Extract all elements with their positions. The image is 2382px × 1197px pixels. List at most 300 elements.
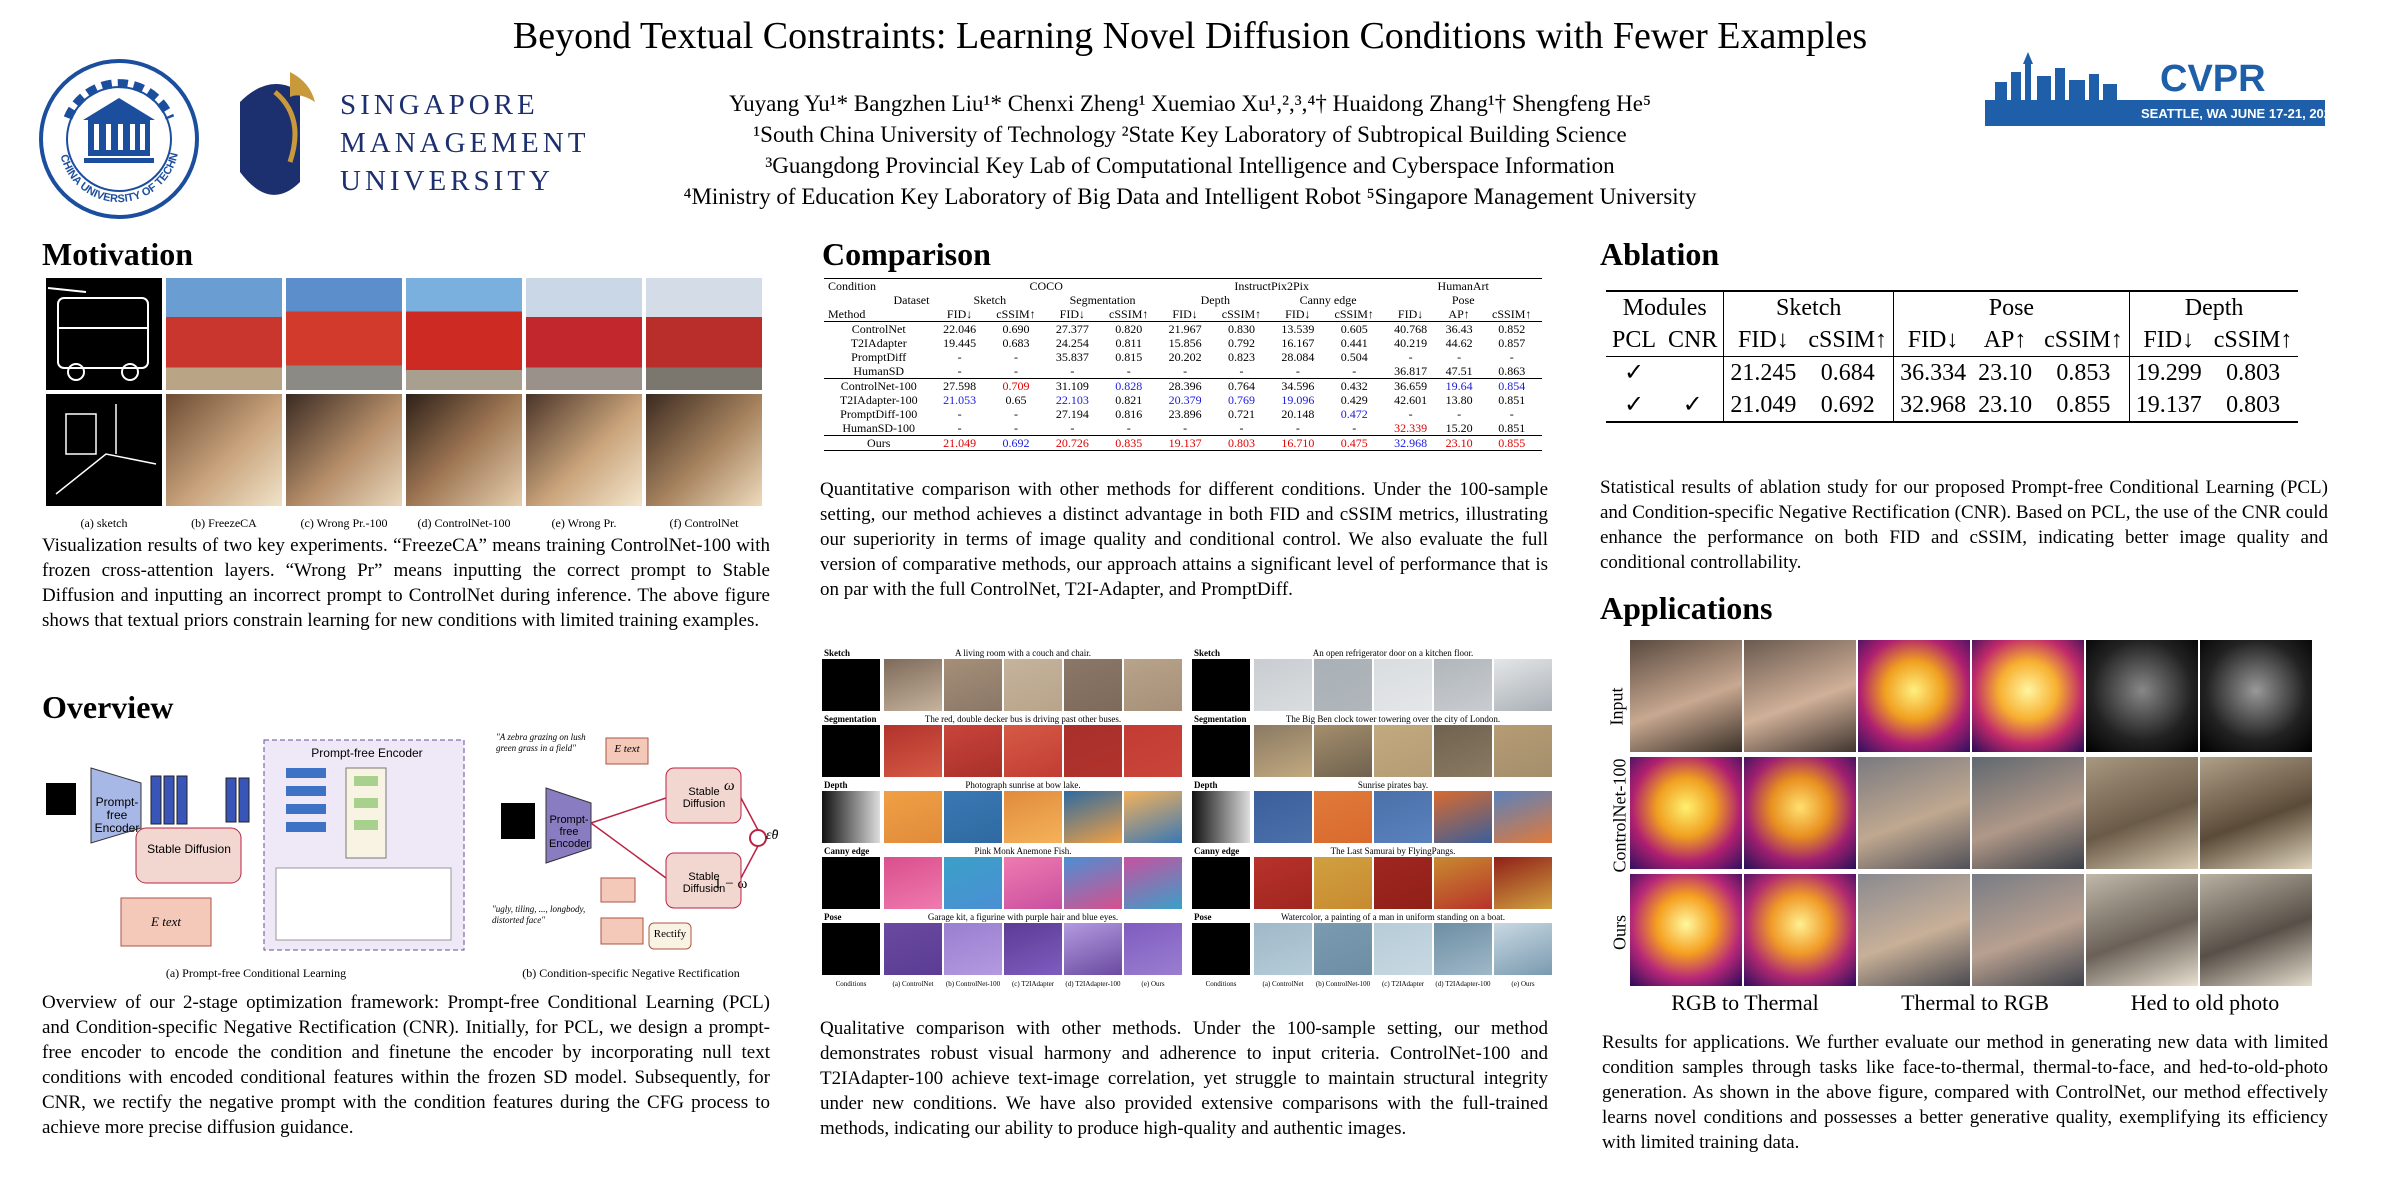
generated-image: [1494, 791, 1552, 843]
abl-check: [1662, 357, 1724, 390]
abl-sub: FID↓: [1724, 324, 1803, 357]
table-cell: 0.472: [1340, 407, 1368, 421]
condition-image: [1192, 857, 1250, 909]
table-cell: -: [1013, 421, 1018, 435]
app-caption-rgb2thermal: RGB to Thermal: [1671, 990, 1819, 1015]
generated-image: [884, 791, 942, 843]
grid-row-prompt: Pink Monk Anemone Fish.: [974, 846, 1072, 856]
metric-header: FID↓: [1397, 307, 1424, 321]
abl-cell: 0.803: [2226, 360, 2281, 386]
table-cell: -: [957, 407, 962, 421]
rectify-block: Rectify: [653, 928, 687, 940]
wrongpr100-bedroom-image: [286, 394, 402, 506]
abl-check: ✓: [1682, 392, 1703, 418]
table-cell: 20.726: [1055, 436, 1089, 450]
table-cell: 0.852: [1498, 322, 1526, 336]
metric-header: FID↓: [1059, 307, 1086, 321]
input-image: [2200, 640, 2312, 752]
cnr-encoder-block: Prompt-free Encoder: [549, 814, 590, 850]
generated-image: [1374, 923, 1432, 975]
grid-row-label: Pose: [824, 912, 842, 922]
controlnet100-output-image: [1744, 757, 1856, 869]
abl-sub: AP↑: [1983, 327, 2027, 353]
metric-header: cSSIM↑: [1492, 307, 1532, 321]
generated-image: [1124, 659, 1182, 711]
applications-figure: [1600, 640, 2320, 995]
table-cell: 0.504: [1340, 350, 1368, 364]
app-caption-thermal2rgb: Thermal to RGB: [1901, 990, 2049, 1015]
abl-depth-header: Depth: [2129, 291, 2298, 324]
applications-heading: Applications: [1600, 590, 1773, 626]
method-name: HumanSD: [853, 364, 905, 378]
generated-image: [1314, 791, 1372, 843]
table-cell: -: [1352, 421, 1357, 435]
controlnet100-bus-image: [406, 278, 522, 390]
corner-dataset: Dataset: [893, 293, 930, 307]
abl-sub: PCL: [1612, 327, 1657, 353]
generated-image: [1434, 725, 1492, 777]
generated-image: [1434, 923, 1492, 975]
table-row: [824, 350, 1542, 364]
table-cell: 22.046: [943, 322, 977, 336]
condition-image: [822, 725, 880, 777]
grid-row-prompt: Watercolor, a painting of a man in uniform standing on a boat.: [1280, 912, 1506, 922]
table-cell: 20.148: [1281, 407, 1315, 421]
grid-row-label: Depth: [1194, 780, 1218, 790]
generated-image: [1064, 725, 1122, 777]
condition-image: [1192, 791, 1250, 843]
stable-diffusion-block: Stable Diffusion: [147, 842, 231, 856]
table-cell: -: [957, 364, 962, 378]
generated-image: [1064, 857, 1122, 909]
abl-sketch-header: Sketch: [1724, 291, 1894, 324]
table-cell: -: [1352, 364, 1357, 378]
poster-title: Beyond Textual Constraints: Learning Novel Diffusion Conditions with Fewer Examples: [512, 15, 1868, 57]
controlnet100-output-image: [1630, 757, 1742, 869]
abl-check: ✓: [1623, 360, 1645, 386]
generated-image: [1004, 659, 1062, 711]
sub-pose: Pose: [1451, 293, 1475, 307]
table-cell: -: [1295, 364, 1300, 378]
table-cell: 16.710: [1281, 436, 1315, 450]
table-cell: 19.445: [943, 336, 977, 350]
table-cell: -: [957, 350, 962, 364]
eps-label: ε̂θ: [766, 828, 779, 843]
table-cell: 0.792: [1227, 336, 1255, 350]
table-cell: 31.109: [1055, 379, 1089, 393]
table-cell: 0.820: [1115, 322, 1143, 336]
generated-image: [1494, 923, 1552, 975]
qualitative-grid-right: [1192, 648, 1552, 1008]
table-cell: -: [1457, 407, 1462, 421]
method-name: ControlNet: [851, 322, 906, 336]
table-row: [824, 379, 1542, 394]
table-cell: 0.475: [1340, 436, 1368, 450]
ours-output-image: [1744, 874, 1856, 986]
cnr-sd-top: Stable Diffusion: [682, 786, 726, 810]
table-cell: 0.823: [1227, 350, 1255, 364]
author-block: [560, 88, 1820, 212]
app-caption-hed2photo: Hed to old photo: [2130, 990, 2280, 1015]
table-row: [824, 421, 1542, 436]
abl-pose-header: Pose: [1894, 291, 2130, 324]
affiliation-2: ³Guangdong Provincial Key Lab of Computational Intelligence and Cyberspace Information: [765, 153, 1615, 178]
sub-depth: Depth: [1200, 293, 1230, 307]
table-cell: 35.837: [1055, 350, 1089, 364]
generated-image: [1314, 725, 1372, 777]
affiliation-3: ⁴Ministry of Education Key Laboratory of Big Data and Intelligent Robot ⁵Singapore Management University: [683, 184, 1697, 209]
condition-image: [1192, 659, 1250, 711]
grid-row-prompt: The Last Samurai by FlyingPangs.: [1330, 846, 1456, 856]
generated-image: [884, 659, 942, 711]
grid-column-label: (e) Ours: [1511, 980, 1535, 988]
sub-canny: Canny edge: [1299, 293, 1357, 307]
grid-row-label: Sketch: [1194, 648, 1221, 658]
table-cell: 0.857: [1498, 336, 1526, 350]
generated-image: [1254, 923, 1312, 975]
table-cell: -: [957, 421, 962, 435]
grid-column-label: (e) Ours: [1141, 980, 1165, 988]
table-cell: -: [1239, 421, 1244, 435]
generated-image: [944, 923, 1002, 975]
group-ip2p: InstructPix2Pix: [1234, 279, 1310, 293]
table-cell: 19.137: [1168, 436, 1202, 450]
metric-header: FID↓: [1172, 307, 1198, 321]
controlnet-bedroom-image: [646, 394, 762, 506]
table-cell: 0.764: [1227, 379, 1255, 393]
generated-image: [1004, 791, 1062, 843]
generated-image: [1124, 725, 1182, 777]
abl-cell: 36.334: [1894, 357, 1973, 390]
table-cell: 19.64: [1445, 379, 1473, 393]
table-cell: 0.683: [1002, 336, 1030, 350]
comparison-heading: Comparison: [822, 236, 991, 272]
input-image: [1744, 640, 1856, 752]
generated-image: [944, 857, 1002, 909]
one-minus-omega-label: 1 − ω: [714, 876, 748, 892]
caption-f: (f) ControlNet: [669, 516, 739, 530]
comparison-text-qualitative: Qualitative comparison with other methods. Under the 100-sample setting, our method demonstrates robust visual harmony and adherence to input criteria. ControlNet-100 and T2IAdapter-100 achieve text-image correlation, yet struggle to maintain structural integrity under new conditions. We have also provided extensive comparisons with the full-trained methods, indicating our ability to produce high-quality and authentic images.: [820, 1018, 1548, 1139]
table-cell: 21.053: [943, 393, 977, 407]
grid-column-label: (c) T2IAdapter: [1011, 980, 1055, 988]
input-image: [2086, 640, 2198, 752]
generated-image: [1064, 659, 1122, 711]
generated-image: [884, 923, 942, 975]
table-row: [824, 364, 1542, 379]
controlnet100-output-image: [1858, 757, 1970, 869]
generated-image: [1254, 791, 1312, 843]
table-cell: 0.65: [1005, 393, 1027, 407]
table-cell: -: [1408, 407, 1413, 421]
ours-output-image: [1630, 874, 1742, 986]
generated-image: [1314, 923, 1372, 975]
table-row: [824, 407, 1542, 421]
table-cell: 0.690: [1002, 322, 1030, 336]
table-cell: 44.62: [1445, 336, 1473, 350]
generated-image: [1374, 725, 1432, 777]
generated-image: [884, 857, 942, 909]
applications-text: Results for applications. We further evaluate our method in generating new data with limited condition samples through tasks like face-to-thermal, thermal-to-face, and hed-to-old-photo generation. As shown in the above figure, compared with ControlNet, our method effectively learns novel conditions and possesses a better generative quality, exemplifying its efficiency with limited training data.: [1602, 1032, 2328, 1153]
generated-image: [1064, 923, 1122, 975]
wrongpr-bus-image: [526, 278, 642, 390]
table-cell: 15.20: [1445, 421, 1473, 435]
controlnet100-bedroom-image: [406, 394, 522, 506]
table-cell: 16.167: [1281, 336, 1315, 350]
table-cell: 21.967: [1168, 322, 1202, 336]
table-cell: 0.803: [1227, 436, 1255, 450]
motivation-text: Visualization results of two key experiments. “FreezeCA” means training ControlNet-100 with frozen cross-attention layers. “Wrong Pr” means inputting the correct prompt to Stable Diffusion and inputting an incorrect prompt to ControlNet during inference. The above figure shows that textual priors constrain learning for new conditions with limited training examples.: [42, 535, 770, 631]
controlnet100-output-image: [2200, 757, 2312, 869]
generated-image: [1374, 791, 1432, 843]
caption-d: (d) ControlNet-100: [417, 516, 511, 530]
generated-image: [1374, 857, 1432, 909]
table-cell: -: [1126, 364, 1131, 378]
table-cell: 0.821: [1115, 393, 1143, 407]
grid-row-prompt: Photograph sunrise at bow lake.: [965, 780, 1081, 790]
generated-image: [1434, 791, 1492, 843]
app-row-label-ours: Ours: [1609, 915, 1630, 950]
metric-header: AP↑: [1448, 307, 1470, 321]
table-cell: 13.539: [1281, 322, 1315, 336]
smu-line-1: SINGAPORE: [340, 89, 539, 121]
table-cell: -: [1408, 350, 1413, 364]
grid-row-label: Pose: [1194, 912, 1212, 922]
table-cell: 27.377: [1055, 322, 1089, 336]
cnr-sd-bottom: Stable Diffusion: [682, 871, 726, 895]
table-cell: 0.863: [1498, 364, 1526, 378]
grid-row-label: Depth: [824, 780, 848, 790]
table-cell: 0.811: [1115, 336, 1142, 350]
table-cell: 0.709: [1002, 379, 1030, 393]
author-list: Yuyang Yu¹* Bangzhen Liu¹* Chenxi Zheng¹ Xuemiao Xu¹,²,³,⁴† Huaidong Zhang¹† Shengfeng He⁵: [729, 91, 1651, 116]
abl-sub: cSSIM↑: [1808, 327, 1888, 353]
table-cell: 0.815: [1115, 350, 1143, 364]
table-cell: 36.43: [1445, 322, 1473, 336]
abl-cell: 32.968: [1894, 389, 1973, 422]
table-cell: 36.659: [1394, 379, 1428, 393]
generated-image: [1494, 725, 1552, 777]
abl-cell: 0.855: [2056, 392, 2111, 418]
grid-row-label: Sketch: [824, 648, 851, 658]
sketch-image: [46, 278, 162, 390]
table-cell: -: [1183, 421, 1188, 435]
table-cell: 27.598: [943, 379, 977, 393]
generated-image: [1124, 791, 1182, 843]
method-name: HumanSD-100: [842, 421, 916, 435]
table-row: [824, 436, 1542, 451]
negative-prompt: "ugly, tiling, ..., longbody, distorted face": [492, 904, 586, 925]
svg-text:SOUTH CHINA UNIVERSITY OF TECH: CHINA UNIVERSITY OF TECHN: [57, 151, 181, 206]
smu-line-3: UNIVERSITY: [340, 165, 554, 197]
table-row: [824, 336, 1542, 350]
ablation-text: Statistical results of ablation study for our proposed Prompt-free Conditional Learning (PCL) and Condition-specific Negative Rectification (CNR). Based on PCL, the use of the CNR could enhance the performance on both FID and cSSIM, indicating better image quality and conditional controllability.: [1600, 477, 2328, 573]
abl-cell: 21.245: [1724, 357, 1803, 390]
caption-c: (c) Wrong Pr.-100: [300, 516, 388, 530]
abl-sub: CNR: [1668, 327, 1718, 353]
table-cell: 24.254: [1055, 336, 1089, 350]
table-cell: 0.605: [1340, 322, 1368, 336]
sketch-bedroom-image: [46, 394, 162, 506]
positive-prompt: "A zebra grazing on lush green grass in a field": [496, 732, 586, 753]
grid-row-prompt: The red, double decker bus is driving past other buses.: [924, 714, 1122, 724]
abl-sub: cSSIM↑: [2213, 327, 2293, 353]
freezeca-bus-image: [166, 278, 282, 390]
table-cell: 13.80: [1445, 393, 1473, 407]
table-cell: 20.379: [1168, 393, 1202, 407]
method-name: T2IAdapter: [850, 336, 907, 350]
table-cell: 22.103: [1055, 393, 1089, 407]
abl-cell: 19.299: [2129, 357, 2208, 390]
metric-header: cSSIM↑: [1221, 307, 1262, 321]
generated-image: [1494, 857, 1552, 909]
grid-row-label: Canny edge: [1194, 846, 1240, 856]
ours-output-image: [1858, 874, 1970, 986]
table-cell: 0.851: [1498, 393, 1526, 407]
condition-image: [822, 857, 880, 909]
wrongpr100-bus-image: [286, 278, 402, 390]
grid-column-label: (d) T2IAdapter-100: [1435, 980, 1491, 988]
table-cell: 0.828: [1115, 379, 1143, 393]
input-image: [1858, 640, 1970, 752]
cvpr-wordmark: CVPR: [2160, 58, 2266, 100]
generated-image: [1124, 857, 1182, 909]
grid-column-label: (a) ControlNet: [892, 980, 934, 988]
table-cell: -: [1509, 350, 1514, 364]
table-cell: 47.51: [1445, 364, 1473, 378]
metric-header: FID↓: [946, 307, 973, 321]
method-name: PromptDiff: [851, 350, 907, 364]
caption-e: (e) Wrong Pr.: [551, 516, 617, 530]
table-cell: 28.396: [1168, 379, 1202, 393]
abl-cell: 0.692: [1820, 392, 1875, 418]
smu-logo: [230, 62, 590, 212]
table-row: [824, 393, 1542, 407]
affiliation-1: ¹South China University of Technology ²State Key Laboratory of Subtropical Building Science: [753, 122, 1627, 147]
comparison-text-quantitative: Quantitative comparison with other methods for different conditions. Under the 100-sample setting, our method achieves a distinct advantage in both FID and cSSIM metrics, illustrating our superiority in terms of image quality and conditional control. We also evaluate the full version of comparative methods, our approach attains a significant level of performance that is on par with the full ControlNet, T2I-Adapter, and PromptDiff.: [820, 479, 1548, 600]
table-cell: 40.219: [1394, 336, 1428, 350]
sub-sketch: Sketch: [973, 293, 1007, 307]
controlnet100-output-image: [2086, 757, 2198, 869]
generated-image: [1314, 857, 1372, 909]
table-cell: -: [1509, 407, 1514, 421]
condition-image: [822, 791, 880, 843]
wrongpr-bedroom-image: [526, 394, 642, 506]
controlnet100-output-image: [1972, 757, 2084, 869]
sub-seg: Segmentation: [1069, 293, 1136, 307]
controlnet-bus-image: [646, 278, 762, 390]
table-cell: 0.835: [1115, 436, 1143, 450]
table-cell: -: [1070, 421, 1075, 435]
overview-diagram: [46, 728, 779, 983]
table-cell: 27.194: [1055, 407, 1089, 421]
table-cell: 0.830: [1227, 322, 1255, 336]
condition-image: [822, 659, 880, 711]
grid-row-prompt: A living room with a couch and chair.: [955, 648, 1091, 658]
metric-header: cSSIM↑: [996, 307, 1036, 321]
table-cell: -: [1013, 407, 1018, 421]
grid-column-label: Conditions: [1205, 980, 1237, 988]
method-name: ControlNet-100: [840, 379, 917, 393]
table-cell: 32.339: [1394, 421, 1428, 435]
table-cell: -: [1295, 421, 1300, 435]
method-name: Ours: [867, 436, 891, 450]
overview-caption-a: (a) Prompt-free Conditional Learning: [165, 966, 347, 980]
table-cell: 0.769: [1227, 393, 1255, 407]
ours-output-image: [2200, 874, 2312, 986]
pfe-detail-label: Prompt-free Encoder: [311, 746, 423, 760]
table-cell: -: [1013, 350, 1018, 364]
generated-image: [884, 725, 942, 777]
table-cell: 0.721: [1227, 407, 1255, 421]
qualitative-grid-left: [822, 648, 1182, 1008]
abl-check: ✓: [1623, 392, 1645, 418]
table-cell: 42.601: [1394, 393, 1428, 407]
table-cell: 21.049: [943, 436, 977, 450]
grid-column-label: (b) ControlNet-100: [1315, 980, 1371, 988]
qualitative-grid: [822, 648, 1552, 1008]
caption-b: (b) FreezeCA: [191, 516, 257, 530]
table-cell: -: [1070, 364, 1075, 378]
grid-column-label: (a) ControlNet: [1262, 980, 1304, 988]
generated-image: [1434, 659, 1492, 711]
table-cell: 19.096: [1281, 393, 1315, 407]
table-cell: 23.896: [1168, 407, 1202, 421]
abl-cell: 23.10: [1978, 360, 2033, 386]
metric-header: cSSIM↑: [1334, 307, 1374, 321]
table-cell: -: [1126, 421, 1131, 435]
caption-a: (a) sketch: [80, 516, 128, 530]
abl-sub: FID↓: [1894, 324, 1973, 357]
table-cell: 32.968: [1394, 436, 1428, 450]
omega-label: ω: [724, 778, 735, 794]
grid-row-prompt: The Big Ben clock tower towering over the city of London.: [1285, 714, 1501, 724]
table-cell: -: [1239, 364, 1244, 378]
group-humanart: HumanArt: [1437, 279, 1489, 293]
grid-column-label: Conditions: [835, 980, 867, 988]
abl-cell: 0.853: [2056, 360, 2111, 386]
ours-output-image: [2086, 874, 2198, 986]
grid-row-label: Segmentation: [1194, 714, 1247, 724]
cnr-text-encoder: E text: [614, 743, 640, 755]
abl-cell: 23.10: [1978, 392, 2033, 418]
condition-image: [1192, 923, 1250, 975]
table-cell: 40.768: [1394, 322, 1428, 336]
abl-cell: 0.803: [2226, 392, 2281, 418]
abl-sub: FID↓: [2129, 324, 2208, 357]
generated-image: [1314, 659, 1372, 711]
table-cell: 0.441: [1340, 336, 1368, 350]
overview-heading: Overview: [42, 689, 174, 725]
metric-header: FID↓: [1285, 307, 1311, 321]
ours-output-image: [1972, 874, 2084, 986]
method-name: T2IAdapter-100: [839, 393, 918, 407]
table-cell: 36.817: [1394, 364, 1428, 378]
freezeca-bedroom-image: [166, 394, 282, 506]
table-cell: 0.429: [1340, 393, 1368, 407]
generated-image: [1494, 659, 1552, 711]
table-cell: 20.202: [1168, 350, 1202, 364]
grid-row-label: Canny edge: [824, 846, 870, 856]
applications-grid: [1630, 640, 2320, 995]
grid-row-prompt: Garage kit, a figurine with purple hair and blue eyes.: [927, 912, 1119, 922]
abl-cell: 19.137: [2129, 389, 2208, 422]
group-coco: COCO: [1029, 279, 1063, 293]
generated-image: [1004, 857, 1062, 909]
generated-image: [1254, 659, 1312, 711]
condition-image: [1192, 725, 1250, 777]
scut-logo: [38, 58, 200, 220]
table-cell: 23.10: [1445, 436, 1473, 450]
